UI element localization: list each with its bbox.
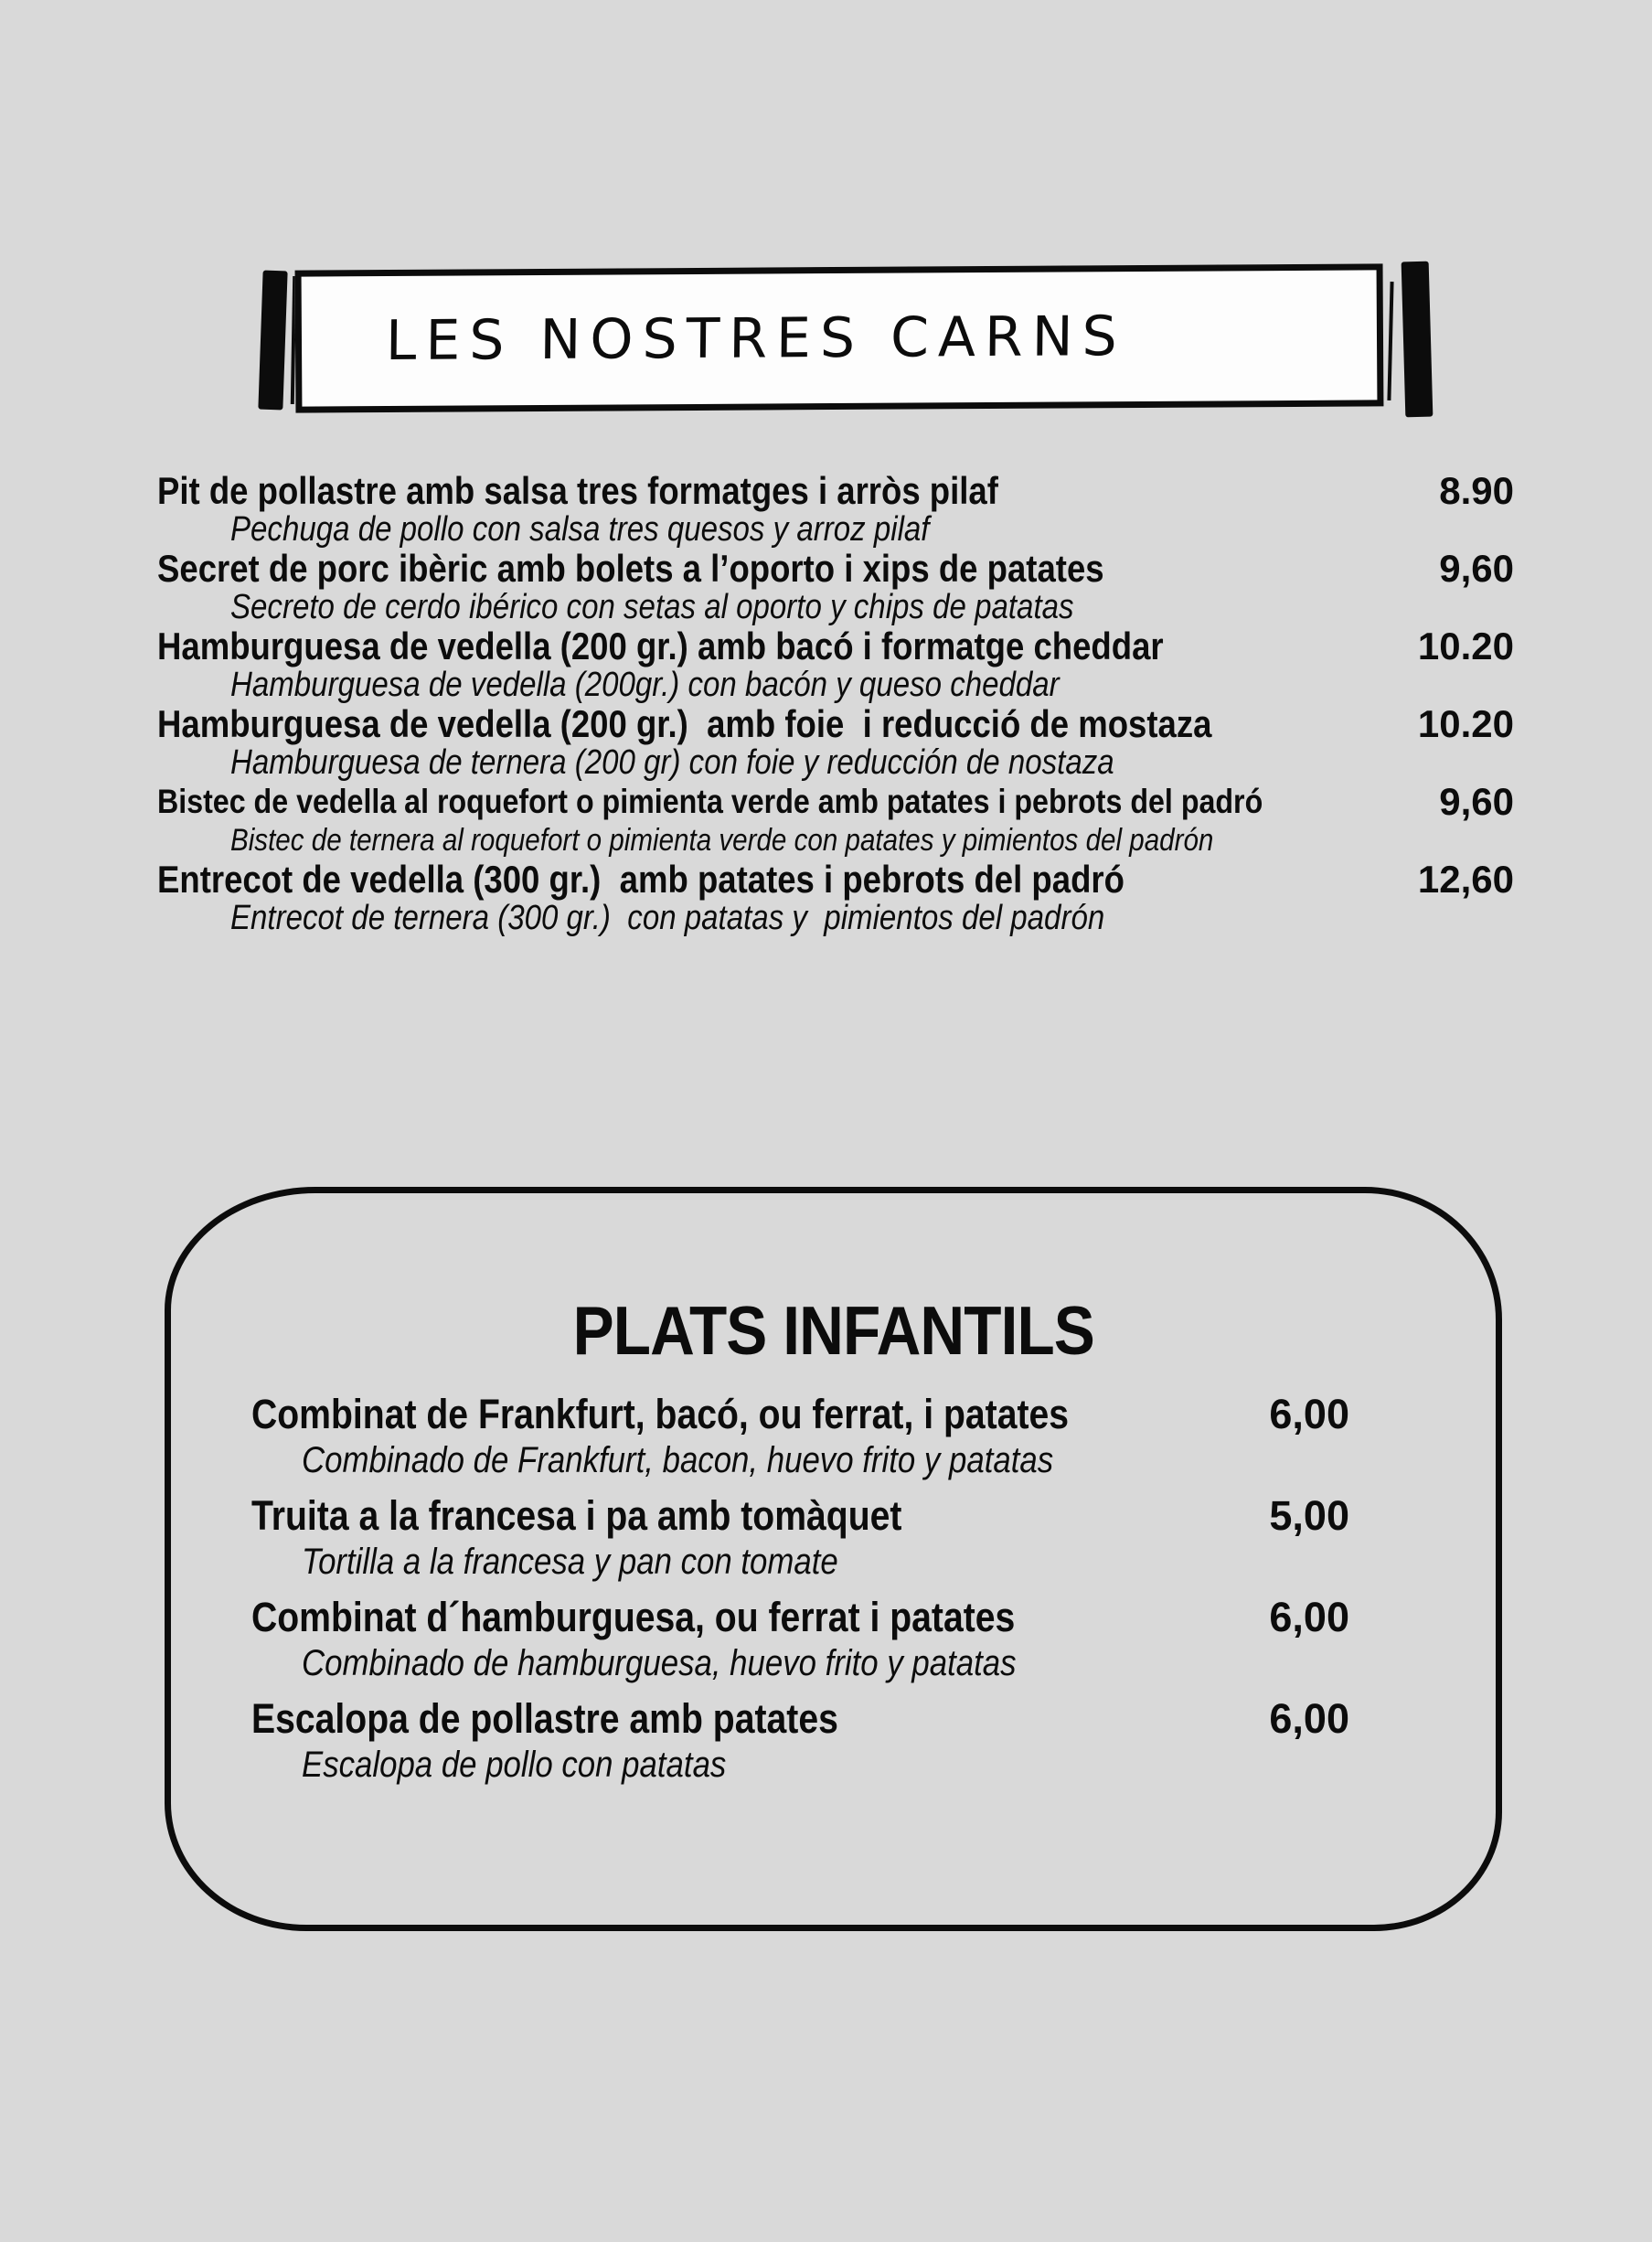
- item-price: 9,60: [1439, 547, 1514, 590]
- item-name-catalan: Combinat de Frankfurt, bacó, ou ferrat, i patates: [251, 1391, 1070, 1437]
- item-price: 8.90: [1439, 469, 1514, 512]
- item-price: 6,00: [1269, 1695, 1349, 1742]
- carns-section-title: LES NOSTRES CARNS: [385, 304, 1127, 374]
- kids-section-box: [165, 1187, 1502, 1931]
- item-price: 6,00: [1269, 1391, 1349, 1437]
- menu-item-row: [251, 1594, 1349, 1685]
- item-name-catalan: Combinat d´hamburguesa, ou ferrat i patates: [251, 1594, 1016, 1640]
- menu-item-text: [157, 470, 1439, 548]
- item-name-catalan: Escalopa de pollastre amb patates: [251, 1695, 838, 1742]
- menu-item-text: [251, 1492, 1269, 1584]
- sign-right-inner-line: [1387, 282, 1393, 400]
- menu-item-text: [157, 703, 1418, 781]
- carns-section-sign: [261, 262, 1447, 419]
- item-price: 9,60: [1439, 780, 1514, 823]
- menu-item-text: [251, 1391, 1269, 1482]
- item-price: 5,00: [1269, 1492, 1349, 1539]
- item-name-catalan: Truita a la francesa i pa amb tomàquet: [251, 1492, 902, 1539]
- item-price: 12,60: [1417, 858, 1514, 901]
- menu-item-row: [157, 703, 1514, 781]
- item-translation-spanish: Pechuga de pollo con salsa tres quesos y arroz pilaf: [230, 510, 930, 549]
- item-translation-spanish: Combinado de Frankfurt, bacon, huevo frito y patatas: [302, 1440, 1054, 1480]
- item-translation-spanish: Hamburguesa de ternera (200 gr) con foie y reducción de nostaza: [230, 743, 1114, 782]
- menu-item-text: [157, 548, 1439, 625]
- item-price: 6,00: [1269, 1594, 1349, 1640]
- kids-section-title: PLATS INFANTILS: [572, 1292, 1094, 1369]
- item-name-catalan: Hamburguesa de vedella (200 gr.) amb bacó i formatge cheddar: [157, 625, 1164, 667]
- item-translation-spanish: Bistec de ternera al roquefort o pimienta verde con patates y pimientos del padrón: [230, 823, 1214, 858]
- menu-item-row: [251, 1391, 1349, 1482]
- menu-item-row: [157, 781, 1514, 859]
- item-name-catalan: Bistec de vedella al roquefort o pimienta verde amb patates i pebrots del padró: [157, 783, 1263, 820]
- item-translation-spanish: Escalopa de pollo con patatas: [302, 1745, 727, 1785]
- menu-item-text: [157, 781, 1439, 859]
- item-price: 10.20: [1417, 625, 1514, 667]
- item-translation-spanish: Secreto de cerdo ibérico con setas al oporto y chips de patatas: [230, 588, 1074, 626]
- menu-item-text: [251, 1695, 1269, 1787]
- menu-item-text: [157, 859, 1418, 936]
- menu-item-row: [251, 1695, 1349, 1787]
- item-translation-spanish: Combinado de hamburguesa, huevo frito y patatas: [302, 1643, 1017, 1683]
- menu-item-row: [157, 470, 1514, 548]
- item-translation-spanish: Hamburguesa de vedella (200gr.) con bacón y queso cheddar: [230, 666, 1060, 704]
- item-name-catalan: Hamburguesa de vedella (200 gr.) amb foie i reducció de mostaza: [157, 702, 1212, 745]
- carns-item-list: [157, 470, 1514, 936]
- menu-item-row: [251, 1492, 1349, 1584]
- menu-item-text: [251, 1594, 1269, 1685]
- item-name-catalan: Entrecot de vedella (300 gr.) amb patates i pebrots del padró: [157, 858, 1124, 901]
- sign-plank: [295, 263, 1384, 412]
- item-translation-spanish: Entrecot de ternera (300 gr.) con patatas y pimientos del padrón: [230, 899, 1105, 937]
- sign-right-endcap: [1402, 262, 1434, 418]
- kids-item-list: [171, 1391, 1496, 1787]
- item-name-catalan: Pit de pollastre amb salsa tres formatges i arròs pilaf: [157, 469, 998, 512]
- item-translation-spanish: Tortilla a la francesa y pan con tomate: [302, 1542, 838, 1582]
- menu-item-row: [157, 859, 1514, 936]
- menu-item-row: [157, 548, 1514, 625]
- item-price: 10.20: [1417, 702, 1514, 745]
- sign-left-endcap: [258, 271, 287, 411]
- menu-item-row: [157, 625, 1514, 703]
- item-name-catalan: Secret de porc ibèric amb bolets a l’oporto i xips de patates: [157, 547, 1104, 590]
- menu-item-text: [157, 625, 1418, 703]
